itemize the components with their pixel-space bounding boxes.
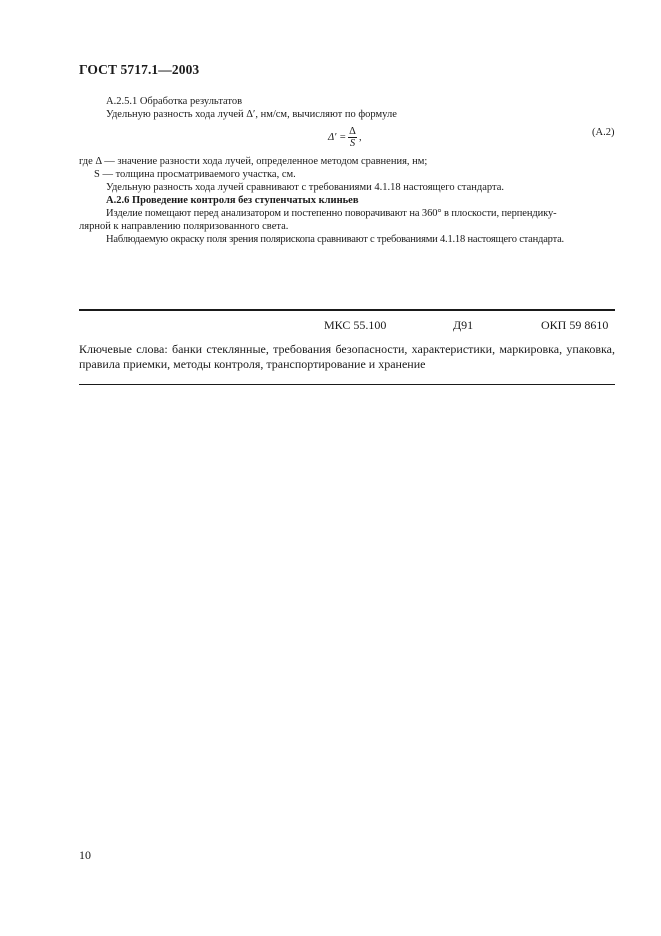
- classification-d: Д91: [453, 318, 474, 332]
- formula-a2: [328, 124, 362, 150]
- formula-comma: ,: [358, 131, 362, 143]
- classification-mks: МКС 55.100: [324, 318, 387, 332]
- definition-delta: где Δ — значение разности хода лучей, определенное методом сравнения, нм;: [79, 156, 428, 167]
- keywords-paragraph: Ключевые слова: банки стеклянные, требования безопасности, характеристики, маркировка, упаковка, правила приемки, методы контроля, транспортирование и хранение: [79, 342, 615, 371]
- formula-denominator: S: [349, 137, 356, 149]
- section-heading-a26: А.2.6 Проведение контроля без ступенчатых клиньев: [106, 195, 359, 206]
- divider-bottom: [79, 384, 615, 385]
- formula-lhs: Δ′ =: [328, 131, 347, 143]
- formula-fraction: [348, 126, 357, 149]
- document-header: ГОСТ 5717.1—2003: [79, 62, 200, 77]
- page-number: 10: [79, 848, 91, 862]
- paragraph-compare: Удельную разность хода лучей сравнивают с требованиями 4.1.18 настоящего стандарта.: [106, 182, 504, 193]
- divider-top: [79, 309, 615, 311]
- paragraph-rotation-line1: Изделие помещают перед анализатором и постепенно поворачивают на 360° в плоскости, перпендику-: [106, 208, 557, 219]
- definition-s: S — толщина просматриваемого участка, см.: [94, 169, 296, 180]
- equation-number: (A.2): [592, 127, 615, 138]
- formula-numerator: Δ: [349, 125, 356, 137]
- paragraph-rotation-line2: лярной к направлению поляризованного света.: [79, 221, 289, 232]
- paragraph-observation: Наблюдаемую окраску поля зрения полярископа сравнивают с требованиями 4.1.18 настоящего стандарта.: [106, 234, 564, 245]
- section-heading-a251: А.2.5.1 Обработка результатов: [106, 96, 243, 107]
- paragraph-intro-formula: Удельную разность хода лучей Δ′, нм/см, вычисляют по формуле: [106, 109, 397, 120]
- classification-okp: ОКП 59 8610: [541, 318, 609, 332]
